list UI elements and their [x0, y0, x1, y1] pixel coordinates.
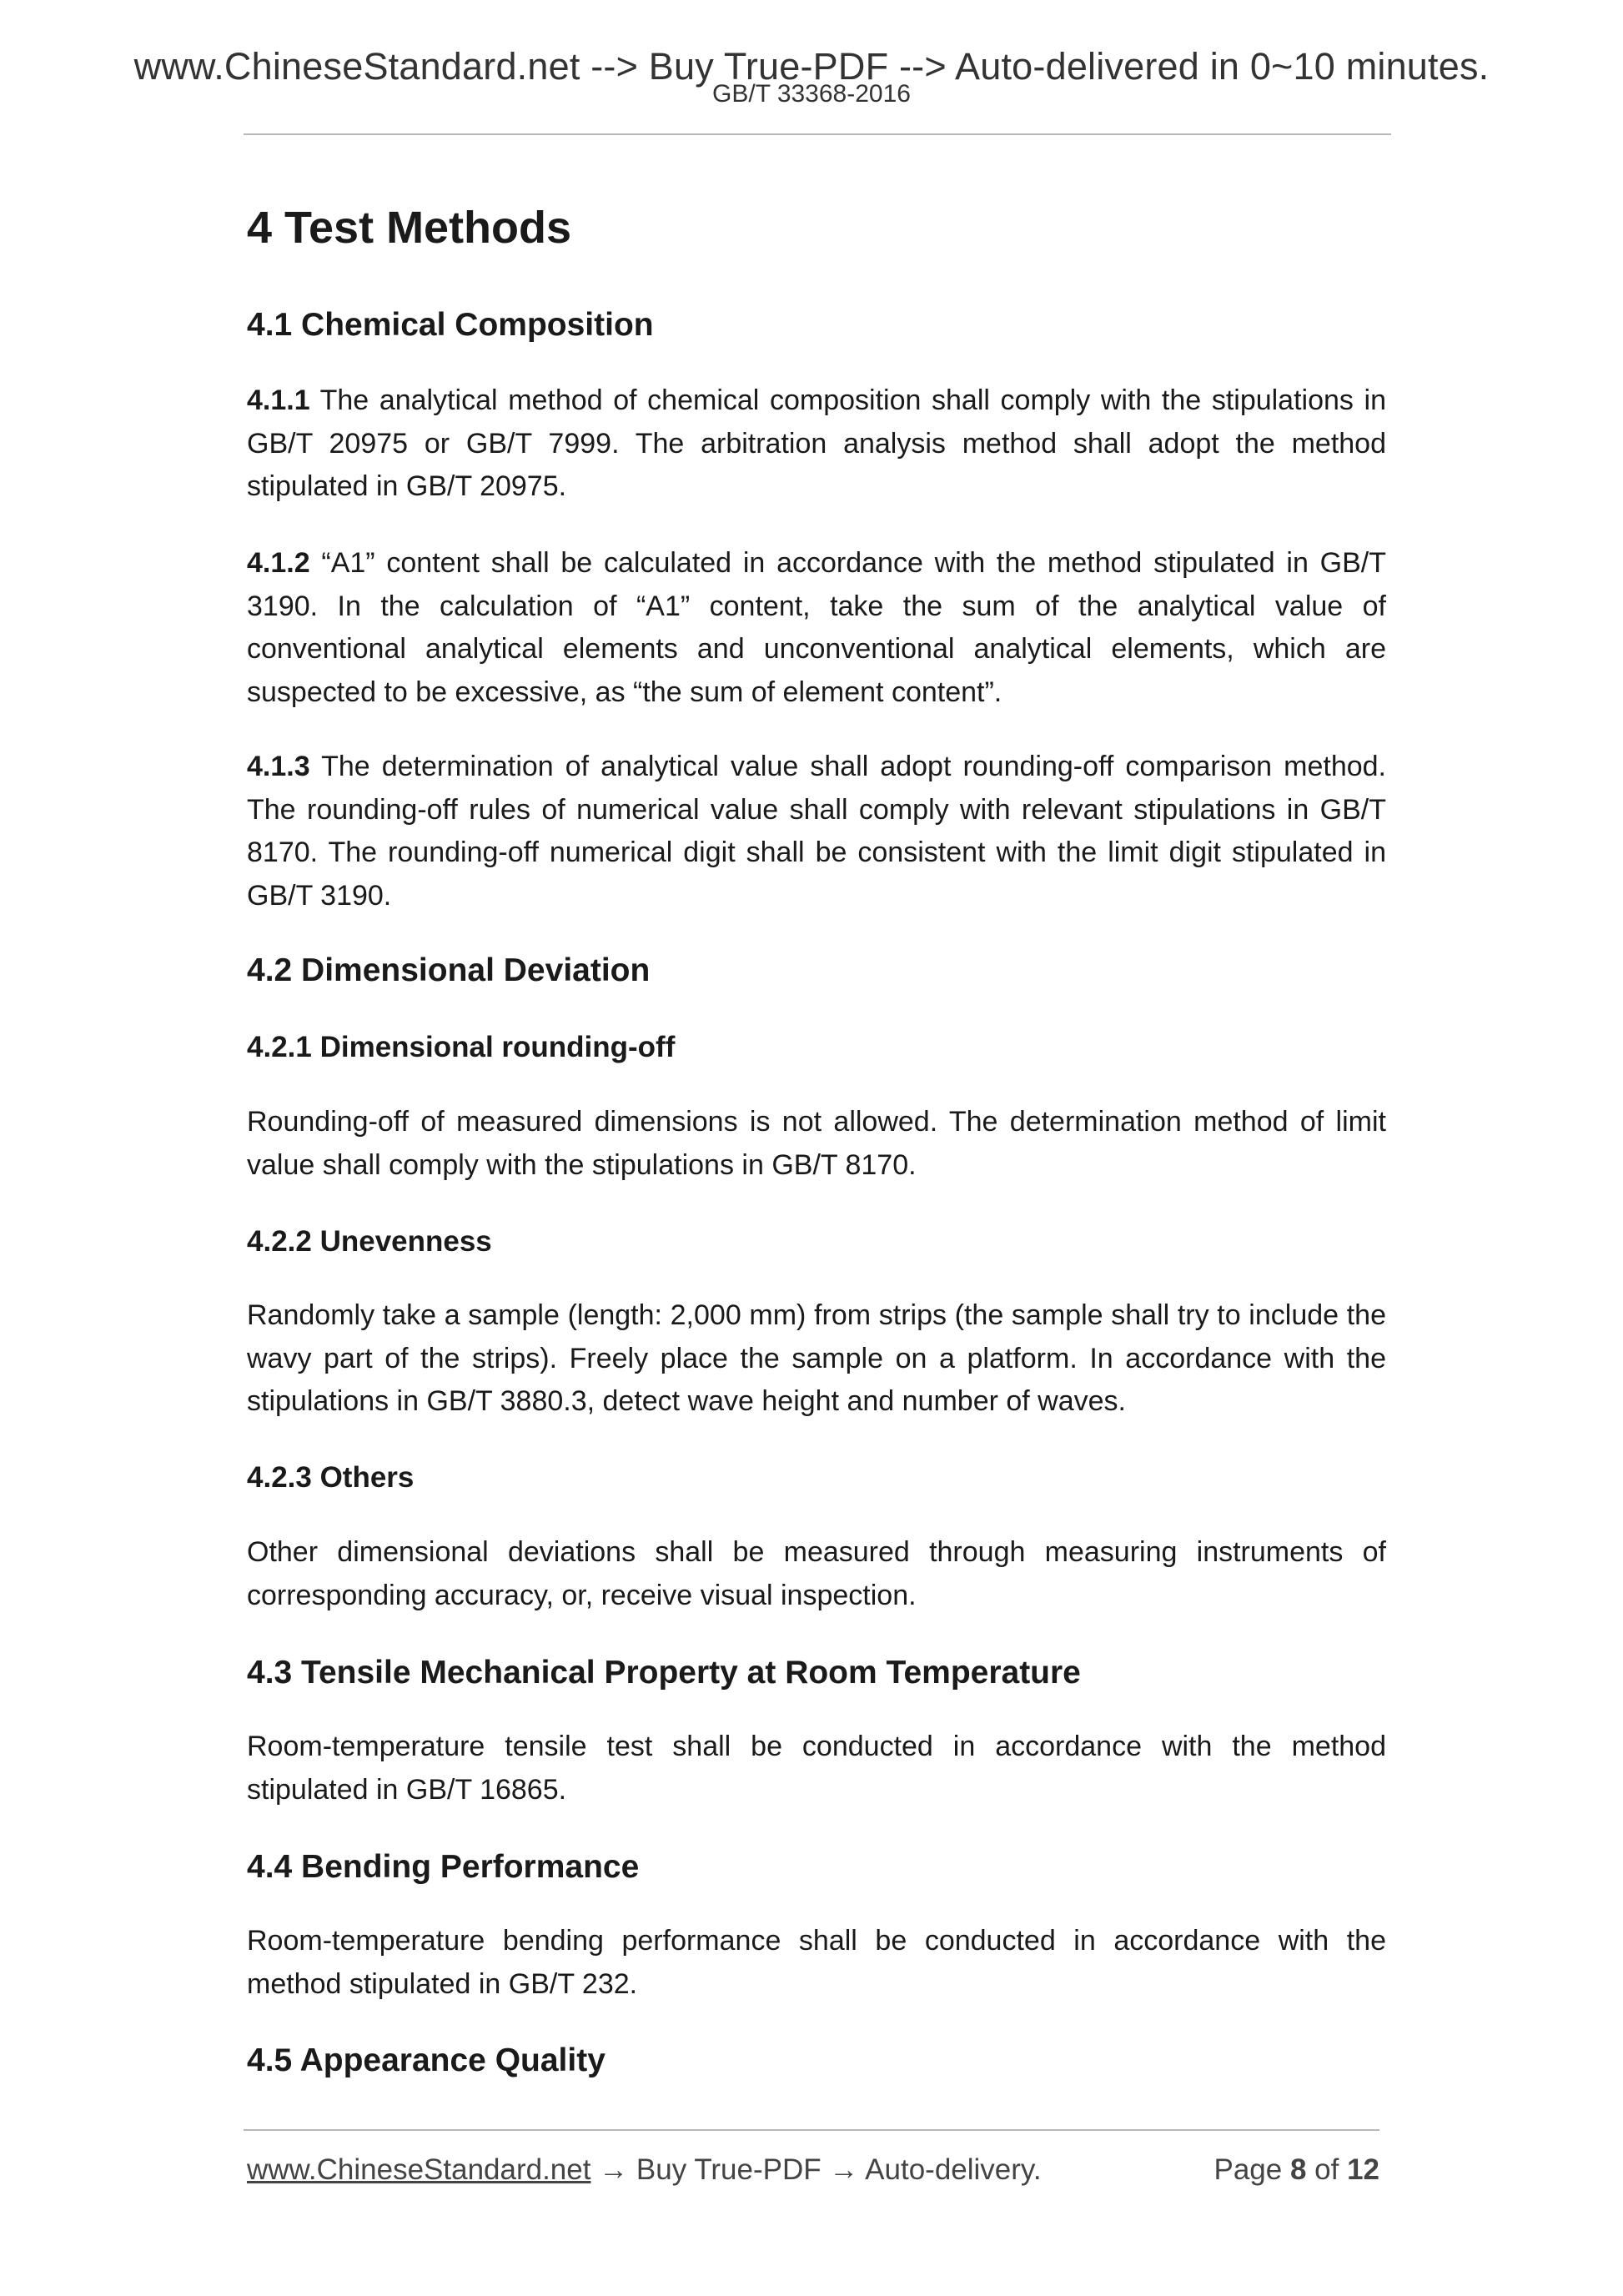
standard-code: GB/T 33368-2016 — [712, 80, 911, 108]
paragraph-4-1-3 — [247, 746, 1386, 917]
section-heading-4-3: 4.3 Tensile Mechanical Property at Room Temperature — [247, 1655, 1081, 1691]
section-heading-4-5: 4.5 Appearance Quality — [247, 2042, 605, 2078]
of-label: of — [1306, 2153, 1348, 2186]
clause-number: 4.1.3 — [247, 751, 310, 782]
section-heading-4: 4 Test Methods — [247, 203, 572, 253]
footer-divider — [244, 2129, 1379, 2131]
page-indicator — [1213, 2153, 1379, 2187]
page-total: 12 — [1347, 2153, 1379, 2186]
section-heading-4-4: 4.4 Bending Performance — [247, 1849, 640, 1885]
clause-number: 4.1.1 — [247, 384, 310, 416]
paragraph-4-1-1 — [247, 379, 1386, 509]
promo-banner: www.ChineseStandard.net --> Buy True-PDF --> Auto-delivered in 0~10 minutes. — [133, 45, 1490, 88]
section-heading-4-1: 4.1 Chemical Composition — [247, 307, 654, 343]
paragraph-text: The determination of analytical value shall adopt rounding-off comparison method. The rounding-off rules of numerical value shall comply with relevant stipulations in GB/T 8170. The rounding-off numerical digit shall be consistent with the limit digit stipulated in GB/T 3190. — [247, 751, 1386, 912]
header-divider — [244, 133, 1391, 135]
footer-buy-text: → Buy True-PDF — [590, 2153, 830, 2186]
paragraph-4-1-2 — [247, 542, 1386, 714]
paragraph-4-2-2: Randomly take a sample (length: 2,000 mm) from strips (the sample shall try to include the wavy part of the strips). Freely place the sample on a platform. In accordance with the stipulations in GB/T 3880.3, detect wave height and number of waves. — [247, 1299, 1386, 1417]
paragraph-4-2-3: Other dimensional deviations shall be measured through measuring instruments of corresponding accuracy, or, receive visual inspection. — [247, 1536, 1386, 1611]
paragraph-4-3: Room-temperature tensile test shall be conducted in accordance with the method stipulated in GB/T 16865. — [247, 1731, 1386, 1806]
section-heading-4-2-2: 4.2.2 Unevenness — [247, 1225, 492, 1258]
paragraph-4-2-1: Rounding-off of measured dimensions is not allowed. The determination method of limit value shall comply with the stipulations in GB/T 8170. — [247, 1106, 1386, 1181]
section-heading-4-2-1: 4.2.1 Dimensional rounding-off — [247, 1031, 676, 1063]
paragraph-4-4: Room-temperature bending performance shall be conducted in accordance with the method stipulated in GB/T 232. — [247, 1925, 1386, 2000]
footer-delivery-text: → Auto-delivery. — [829, 2153, 1042, 2186]
clause-number: 4.1.2 — [247, 547, 310, 579]
paragraph-text: The analytical method of chemical composition shall comply with the stipulations in GB/T 20975 or GB/T 7999. The arbitration analysis method shall adopt the method stipulated in GB/T 20975. — [247, 384, 1386, 502]
paragraph-text: “A1” content shall be calculated in accordance with the method stipulated in GB/T 3190. In the calculation of “A1” content, take the sum of the analytical value of conventional analytical elements and unconventional analytical elements, which are suspected to be excessive, as “the sum of element content”. — [247, 547, 1386, 708]
page-number: 8 — [1289, 2153, 1307, 2186]
section-heading-4-2-3: 4.2.3 Others — [247, 1461, 415, 1494]
section-heading-4-2: 4.2 Dimensional Deviation — [247, 952, 651, 988]
footer-promo — [247, 2153, 1042, 2187]
site-link[interactable]: www.ChineseStandard.net — [247, 2153, 591, 2186]
page-label: Page — [1213, 2153, 1290, 2186]
